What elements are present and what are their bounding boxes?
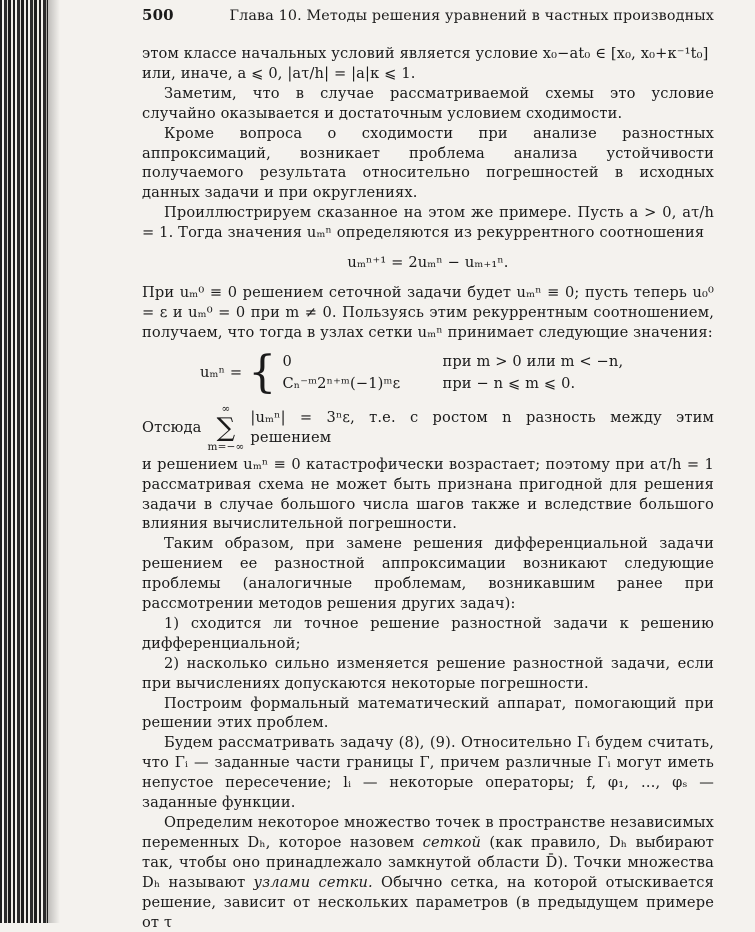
list-item: 2) насколько сильно изменяется решение разностной задачи, если при вычислениях допускаются некоторые погрешности. (142, 654, 714, 692)
paragraph: Заметим, что в случае рассматриваемой схемы это условие случайно оказывается и достаточным условием сходимости. (142, 84, 714, 122)
list-item: 1) сходится ли точное решение разностной задачи к решению дифференциальной; (142, 614, 714, 652)
sum-lead-text: Отсюда (142, 418, 202, 436)
paragraph: Проиллюстрируем сказанное на этом же примере. Пусть a > 0, aτ/h = 1. Тогда значения uₘⁿ определяются из рекуррентного соотношения (142, 204, 714, 242)
summation-symbol (208, 403, 245, 453)
term-grid: сеткой (422, 833, 482, 851)
sum-lower-limit: m=−∞ (207, 440, 245, 453)
paragraph: Построим формальный математический аппарат, помогающий при решении этих проблем. (142, 694, 714, 732)
page-number: 500 (142, 6, 174, 24)
sigma-glyph: ∑ (216, 412, 236, 443)
case-value: 0 (282, 352, 292, 370)
case-condition: при − n ⩽ m ⩽ 0. (442, 374, 576, 392)
case-value: Cₙ⁻ᵐ2ⁿ⁺ᵐ(−1)ᵐε (282, 374, 401, 392)
paragraph: и решением uₘⁿ ≡ 0 катастрофически возрастает; поэтому при aτ/h = 1 рассматривая схема не может быть признана пригодной для решения задачи в случае большого числа шагов также и вследствие большого влияния вычислительной погрешности. (142, 455, 714, 533)
text-run: Определим некоторое множество точек в пространстве независимых переменных Dₕ, которое назовем (142, 814, 714, 851)
sum-upper-limit: ∞ (221, 402, 231, 415)
equation-recurrence: uₘⁿ⁺¹ = 2uₘⁿ − uₘ₊₁ⁿ. (347, 254, 509, 272)
book-page (142, 6, 714, 932)
paragraph: Кроме вопроса о сходимости при анализе разностных аппроксимаций, возникает проблема анализа устойчивости получаемого результата относительно погрешностей в исходных данных задачи и при округлениях. (142, 124, 714, 202)
term-grid-nodes: узлами сетки. (253, 873, 373, 891)
paragraph: Будем рассматривать задачу (8), (9). Относительно Γᵢ будем считать, что Γᵢ — заданные части границы Γ, причем различные Γᵢ могут иметь непустое пересечение; lᵢ — некоторые операторы; f, φ₁, …, φₛ — заданные функции. (142, 734, 714, 812)
paragraph-line: или, иначе, a ⩽ 0, |aτ/h| = |a|κ ⩽ 1. (142, 64, 416, 82)
sum-line (142, 403, 714, 453)
case-condition: при m > 0 или m < −n, (442, 352, 624, 370)
paragraph (142, 813, 714, 932)
gutter-shadow (44, 0, 60, 923)
equation-lhs: uₘⁿ = (200, 363, 243, 381)
book-spine-shadow (0, 0, 48, 923)
text-run: Обычно сетка, на которой отыскивается решение, зависит от нескольких параметров (в предыдущем примере от τ (142, 873, 714, 931)
cases-grid (282, 352, 623, 394)
text-run: (как правило, Dₕ выбирают так, чтобы оно принадлежало замкнутой области D̄). Точки множества Dₕ называют (142, 833, 714, 891)
paragraph: При uₘ⁰ ≡ 0 решением сеточной задачи будет uₘⁿ ≡ 0; пусть теперь u₀⁰ = ε и uₘ⁰ = 0 при m ≠ 0. Пользуясь этим рекуррентным соотношением, получаем, что тогда в узлах сетки uₘⁿ принимает следующие значения: (142, 283, 714, 341)
equation-cases (200, 346, 714, 398)
page-header (142, 6, 714, 26)
paragraph-line: этом классе начальных условий является условие x₀−at₀ ∈ [x₀, x₀+κ⁻¹t₀] (142, 45, 709, 62)
left-brace: { (248, 346, 277, 398)
running-head: Глава 10. Методы решения уравнений в частных производных (229, 8, 714, 24)
paragraph: Таким образом, при замене решения дифференциальной задачи решением ее разностной аппроксимации возникают следующие проблемы (аналогичные проблемам, возникавшим ранее при рассмотрении методов решения других задач): (142, 535, 714, 613)
sum-trailing-text: |uₘⁿ| = 3ⁿε, т.е. с ростом n разность между этим решением (250, 408, 714, 446)
